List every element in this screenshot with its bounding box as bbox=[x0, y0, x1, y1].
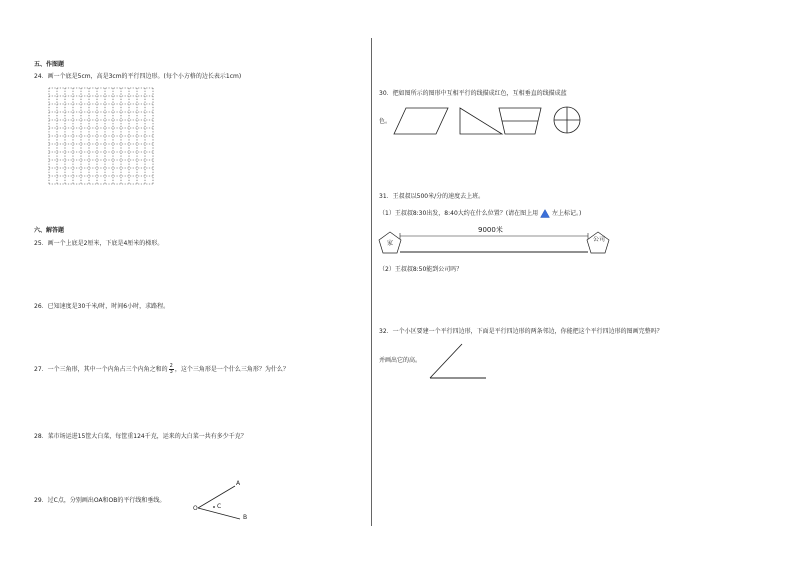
angle-aob-figure bbox=[190, 478, 260, 526]
question-31-part1-text-end: 左上标记。) bbox=[551, 210, 582, 217]
question-31-part2: （2）王叔叔8:50能到公司吗？ bbox=[379, 266, 463, 273]
point-o-label: O bbox=[193, 505, 198, 512]
question-24: 24．画一个底是5cm，高是3cm的平行四边形。(每个小方格的边长表示1cm) bbox=[34, 73, 242, 80]
dotted-grid bbox=[48, 87, 154, 185]
question-31: 31．王叔叔以500米/分的速度去上班。 bbox=[379, 193, 485, 200]
company-label: 公司 bbox=[593, 236, 606, 243]
question-26: 26．已知速度是30千米/时，时间6小时，求路程。 bbox=[34, 303, 170, 310]
triangle-marker-icon bbox=[540, 209, 550, 218]
fraction-numerator: 2 bbox=[169, 363, 173, 369]
parallelogram-figure bbox=[392, 106, 452, 136]
circle-quadrants-figure bbox=[553, 106, 583, 136]
question-27 bbox=[34, 364, 289, 375]
home-label: 家 bbox=[387, 240, 394, 247]
trapezoid-figure bbox=[497, 106, 545, 136]
question-31-part1 bbox=[379, 209, 581, 218]
column-divider bbox=[371, 38, 372, 526]
fraction-two-thirds bbox=[169, 364, 174, 375]
question-32-line2: 并画出它的高。 bbox=[379, 357, 422, 364]
question-31-part1-text: （1）王叔叔8:30出发，8:40大约在什么位置？(请在图上用 bbox=[379, 210, 539, 217]
point-c-label: C bbox=[217, 503, 222, 510]
section6-title: 六、解答题 bbox=[34, 227, 65, 234]
question-29: 29．过C点，分别画出OA和OB的平行线和垂线。 bbox=[34, 497, 166, 504]
question-30-line1: 30．把如图所示的图形中互相平行的线描成红色，互相垂直的线描成蓝 bbox=[379, 90, 567, 97]
question-30-line2: 色。 bbox=[379, 118, 392, 125]
question-27-text-before: 27．一个三角形，其中一个内角占三个内角之和的 bbox=[34, 366, 168, 373]
section5-title: 五、作图题 bbox=[34, 61, 65, 68]
point-b-label: B bbox=[243, 514, 248, 521]
fraction-denominator: 3 bbox=[169, 369, 173, 375]
adjacent-sides-figure bbox=[426, 340, 490, 382]
question-32-line1: 32．一个小区要建一个平行四边形，下面是平行四边形的两条邻边，你能把这个平行四边形的图画完整吗？ bbox=[379, 328, 663, 335]
route-diagram bbox=[376, 228, 616, 264]
point-a-label: A bbox=[236, 480, 241, 487]
question-25: 25．画一个上底是2厘米，下底是4厘米的梯形。 bbox=[34, 240, 164, 247]
distance-label: 9000米 bbox=[478, 226, 503, 234]
question-27-text-after: ，这个三角形是一个什么三角形？为什么？ bbox=[174, 366, 289, 373]
question-28: 28．菜市场运进15筐大白菜，每筐重124千克，运来的大白菜一共有多少千克？ bbox=[34, 433, 247, 440]
